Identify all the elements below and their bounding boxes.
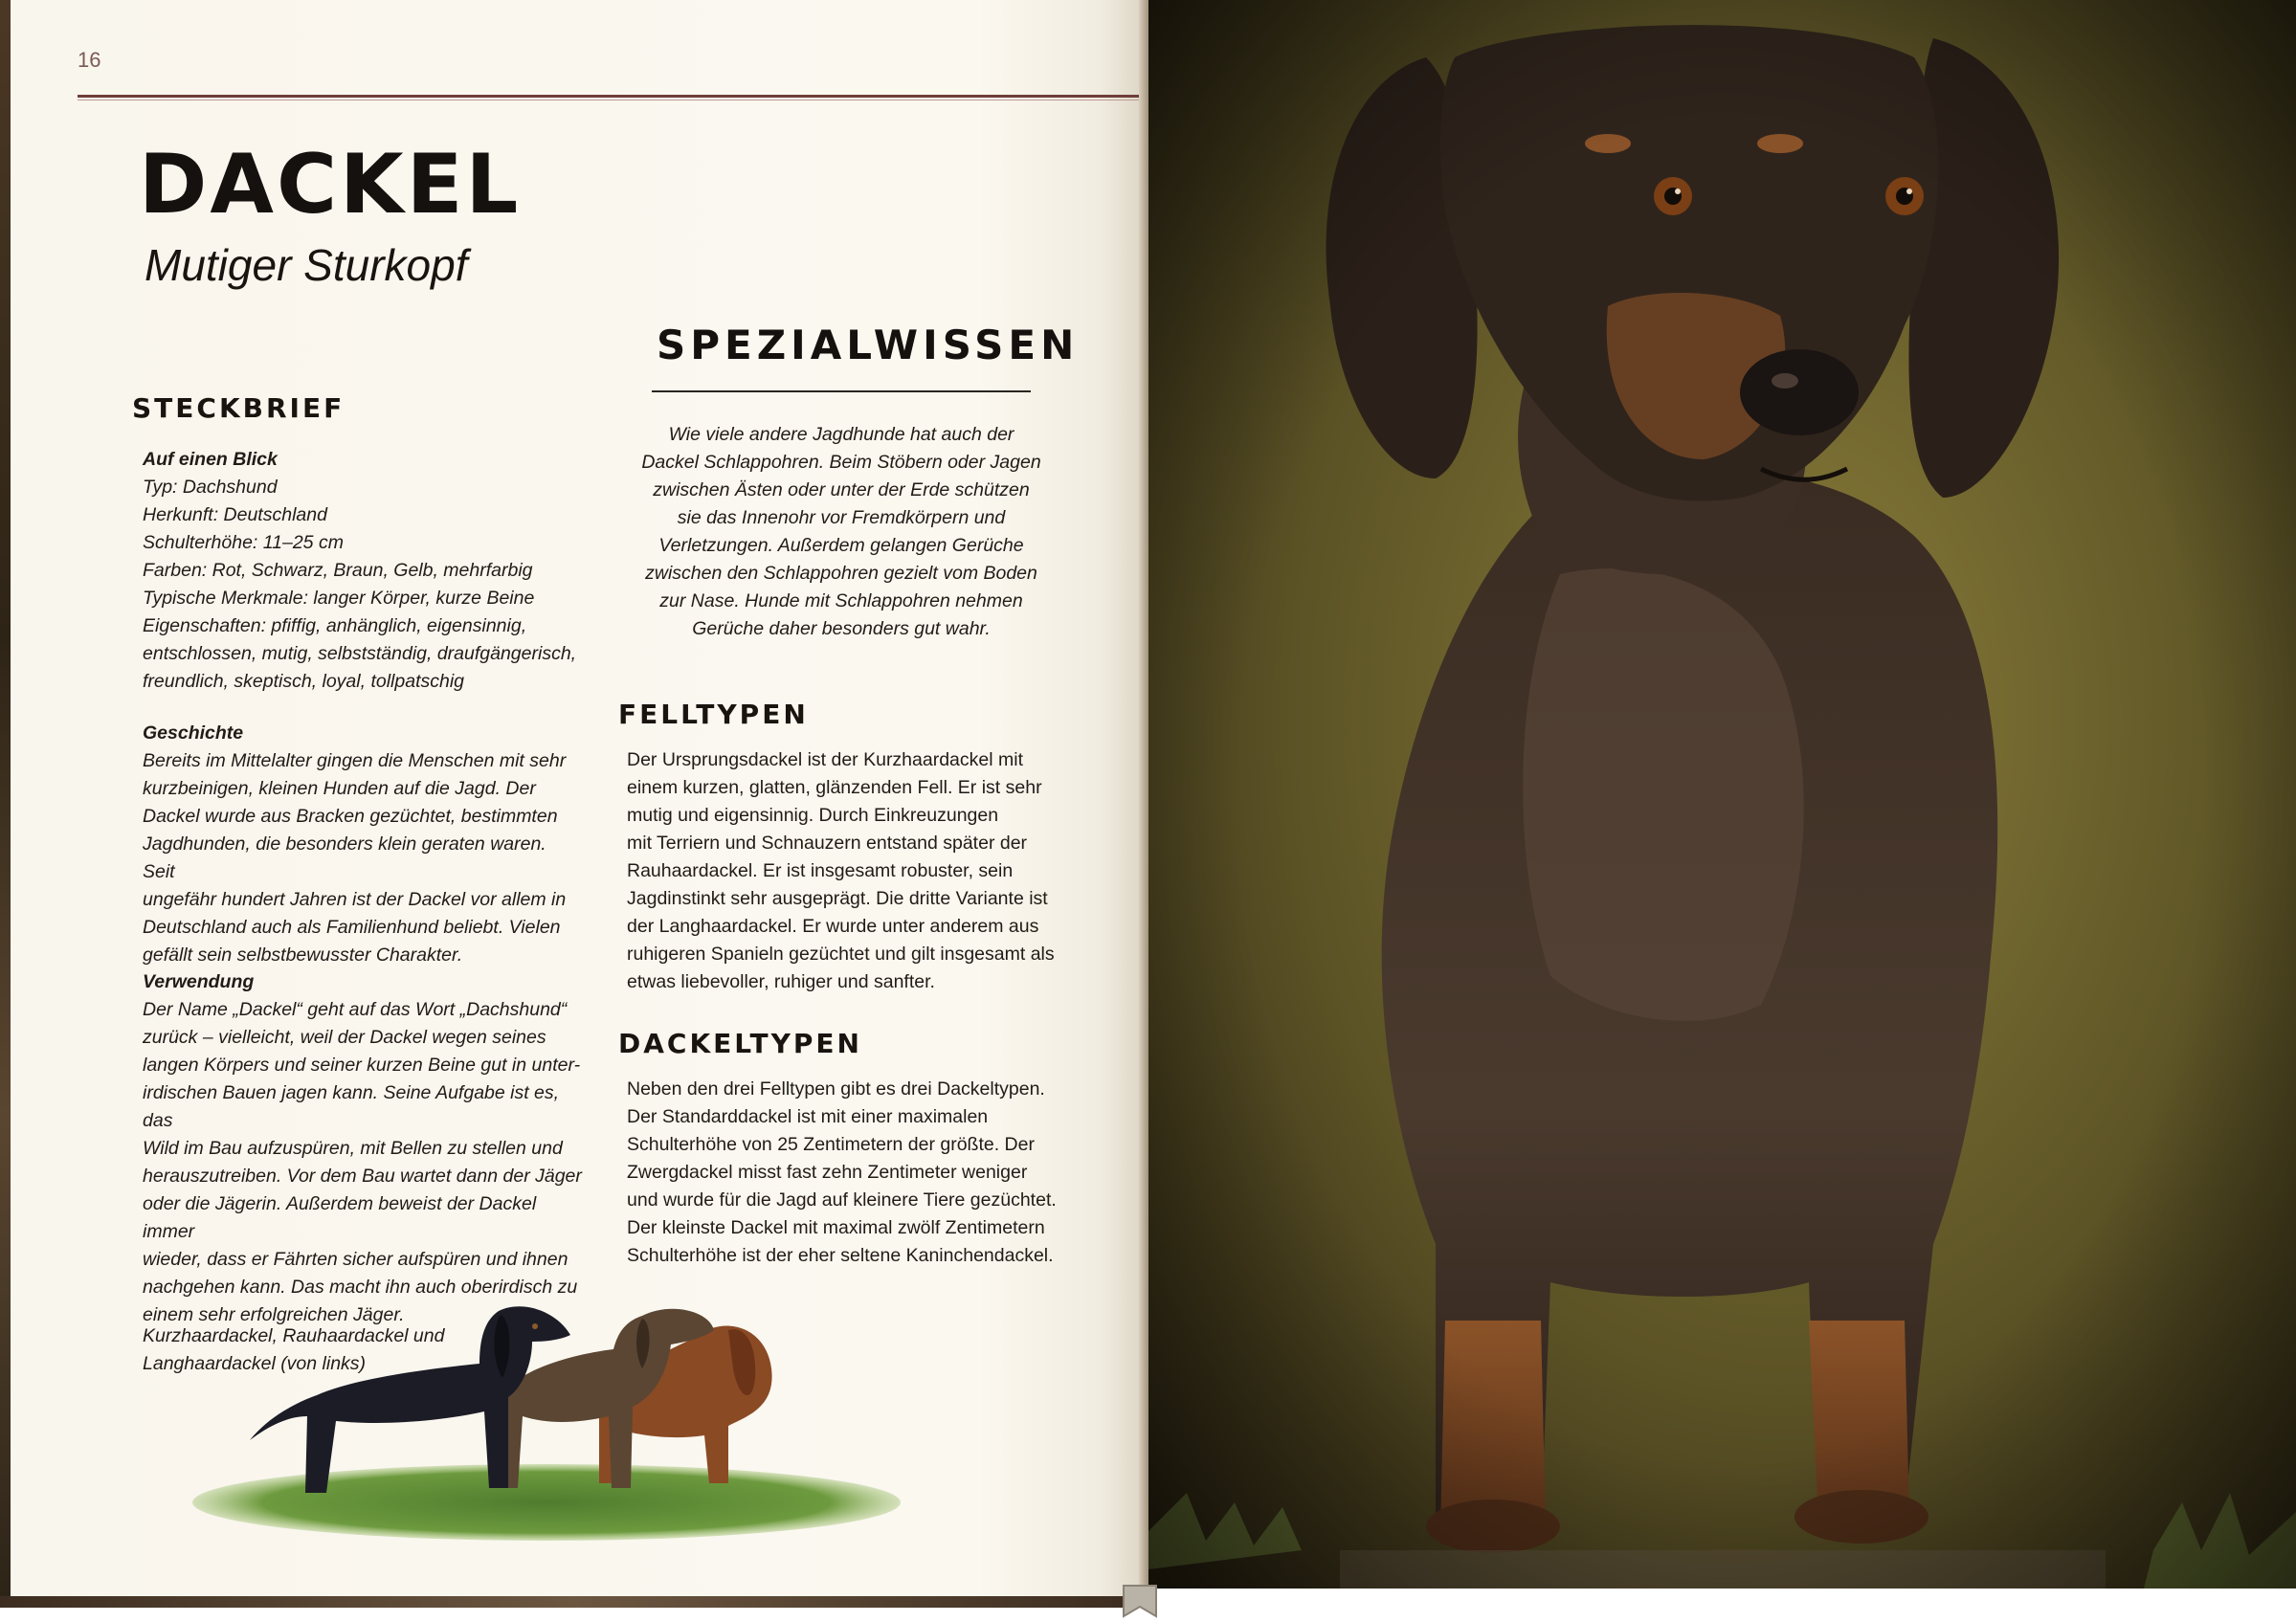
at-a-glance-heading: Auf einen Blick xyxy=(143,449,278,470)
felltypen-line: ruhigeren Spanieln gezüchtet und gilt insgesamt als xyxy=(627,944,1055,965)
usage-line: irdischen Bauen jagen kann. Seine Aufgabe ist es, das xyxy=(143,1082,560,1131)
dackeltypen-line: Der kleinste Dackel mit maximal zwölf Zentimetern xyxy=(627,1217,1045,1238)
fact-line: Typische Merkmale: langer Körper, kurze Beine xyxy=(143,588,535,609)
caption-line: Kurzhaardackel, Rauhaardackel und xyxy=(143,1325,445,1346)
steckbrief-heading: STECKBRIEF xyxy=(132,392,346,424)
header-rule xyxy=(78,95,1155,98)
felltypen-line: Jagdinstinkt sehr ausgeprägt. Die dritte Variante ist xyxy=(627,888,1048,909)
history-line: Deutschland auch als Familienhund beliebt. Vielen xyxy=(143,917,561,938)
usage-line: wieder, dass er Fährten sicher aufspüren und ihnen xyxy=(143,1249,568,1270)
spezialwissen-line: sie das Innenohr vor Fremdkörpern und xyxy=(677,507,1006,528)
felltypen-line: der Langhaardackel. Er wurde unter anderem aus xyxy=(627,916,1039,937)
felltypen-text xyxy=(627,746,1067,996)
felltypen-heading: FELLTYPEN xyxy=(618,699,809,730)
fact-line: Eigenschaften: pfiffig, anhänglich, eigensinnig, xyxy=(143,615,527,636)
usage-line: nachgehen kann. Das macht ihn auch oberirdisch zu xyxy=(143,1277,578,1298)
usage-line: einem sehr erfolgreichen Jäger. xyxy=(143,1304,405,1325)
page-margin-bottom xyxy=(1148,1589,2296,1621)
spezialwissen-line: Dackel Schlappohren. Beim Stöbern oder Jagen xyxy=(641,452,1041,473)
felltypen-line: mutig und eigensinnig. Durch Einkreuzungen xyxy=(627,805,999,826)
felltypen-line: Rauhaardackel. Er ist insgesamt robuster, sein xyxy=(627,860,1014,881)
history-line: ungefähr hundert Jahren ist der Dackel vor allem in xyxy=(143,889,567,910)
spezialwissen-line: Wie viele andere Jagdhunde hat auch der xyxy=(668,424,1014,445)
history-line: Jagdhunden, die besonders klein geraten waren. Seit xyxy=(143,833,546,882)
ribbon-bookmark xyxy=(1120,1584,1160,1622)
dackeltypen-line: Neben den drei Felltypen gibt es drei Dackeltypen. xyxy=(627,1078,1045,1100)
dackeltypen-line: Schulterhöhe von 25 Zentimetern der größte. Der xyxy=(627,1134,1035,1155)
page-title: DACKEL xyxy=(139,137,522,233)
page-subtitle: Mutiger Sturkopf xyxy=(145,240,468,290)
history-line: Bereits im Mittelalter gingen die Menschen mit sehr xyxy=(143,750,567,771)
book-bottom-edge xyxy=(0,1596,1148,1608)
fact-line: entschlossen, mutig, selbstständig, draufgängerisch, xyxy=(143,643,577,664)
spezialwissen-text xyxy=(640,421,1042,643)
fact-line: Farben: Rot, Schwarz, Braun, Gelb, mehrfarbig xyxy=(143,560,533,581)
grass-patch xyxy=(192,1464,901,1541)
three-dachshunds-illustration xyxy=(192,1273,901,1550)
fact-line: Typ: Dachshund xyxy=(143,477,278,498)
spezialwissen-rule xyxy=(652,390,1031,392)
page-number: 16 xyxy=(78,48,101,72)
usage-line: herauszutreiben. Vor dem Bau wartet dann der Jäger xyxy=(143,1166,582,1187)
left-page xyxy=(11,0,1146,1598)
history-line: Dackel wurde aus Bracken gezüchtet, bestimmten xyxy=(143,806,558,827)
felltypen-line: mit Terriern und Schnauzern entstand später der xyxy=(627,833,1028,854)
usage-line: zurück – vielleicht, weil der Dackel wegen seines xyxy=(143,1027,546,1048)
usage-heading: Verwendung xyxy=(143,971,255,992)
spezialwissen-line: zwischen den Schlappohren gezielt vom Boden xyxy=(645,563,1037,584)
felltypen-line: Der Ursprungsdackel ist der Kurzhaardackel mit xyxy=(627,749,1023,770)
usage-line: oder die Jägerin. Außerdem beweist der Dackel immer xyxy=(143,1193,537,1242)
felltypen-line: etwas liebevoller, ruhiger und sanfter. xyxy=(627,971,935,992)
spezialwissen-line: zur Nase. Hunde mit Schlappohren nehmen xyxy=(659,590,1023,611)
photo-vignette xyxy=(1148,0,2296,1589)
book-cover-edge xyxy=(0,0,11,1596)
felltypen-line: einem kurzen, glatten, glänzenden Fell. Er ist sehr xyxy=(627,777,1042,798)
spezialwissen-line: zwischen Ästen oder unter der Erde schützen xyxy=(653,479,1030,500)
fact-line: Herkunft: Deutschland xyxy=(143,504,327,525)
dackeltypen-line: Der Standarddackel ist mit einer maximalen xyxy=(627,1106,989,1127)
dackeltypen-text xyxy=(627,1076,1067,1270)
fact-line: Schulterhöhe: 11–25 cm xyxy=(143,532,344,553)
history-block xyxy=(143,720,583,969)
fact-line: freundlich, skeptisch, loyal, tollpatschig xyxy=(143,671,465,692)
dackeltypen-line: Zwergdackel misst fast zehn Zentimeter weniger xyxy=(627,1162,1028,1183)
dachshund-photo xyxy=(1148,0,2296,1589)
history-heading: Geschichte xyxy=(143,722,244,744)
spezialwissen-heading: SPEZIALWISSEN xyxy=(657,322,1080,368)
usage-line: langen Körpers und seiner kurzen Beine gut in unter- xyxy=(143,1055,581,1076)
spezialwissen-line: Verletzungen. Außerdem gelangen Gerüche xyxy=(658,535,1024,556)
dackeltypen-line: Schulterhöhe ist der eher seltene Kaninchendackel. xyxy=(627,1245,1054,1266)
usage-line: Der Name „Dackel“ geht auf das Wort „Dachshund“ xyxy=(143,999,568,1020)
caption-line: Langhaardackel (von links) xyxy=(143,1353,367,1374)
spezialwissen-line: Gerüche daher besonders gut wahr. xyxy=(692,618,991,639)
usage-line: Wild im Bau aufzuspüren, mit Bellen zu stellen und xyxy=(143,1138,563,1159)
history-line: kurzbeinigen, kleinen Hunden auf die Jagd. Der xyxy=(143,778,536,799)
dackeltypen-line: und wurde für die Jagd auf kleinere Tiere gezüchtet. xyxy=(627,1189,1057,1211)
history-line: gefällt sein selbstbewusster Charakter. xyxy=(143,944,463,966)
at-a-glance-block xyxy=(143,446,583,696)
dackeltypen-heading: DACKELTYPEN xyxy=(618,1028,862,1059)
